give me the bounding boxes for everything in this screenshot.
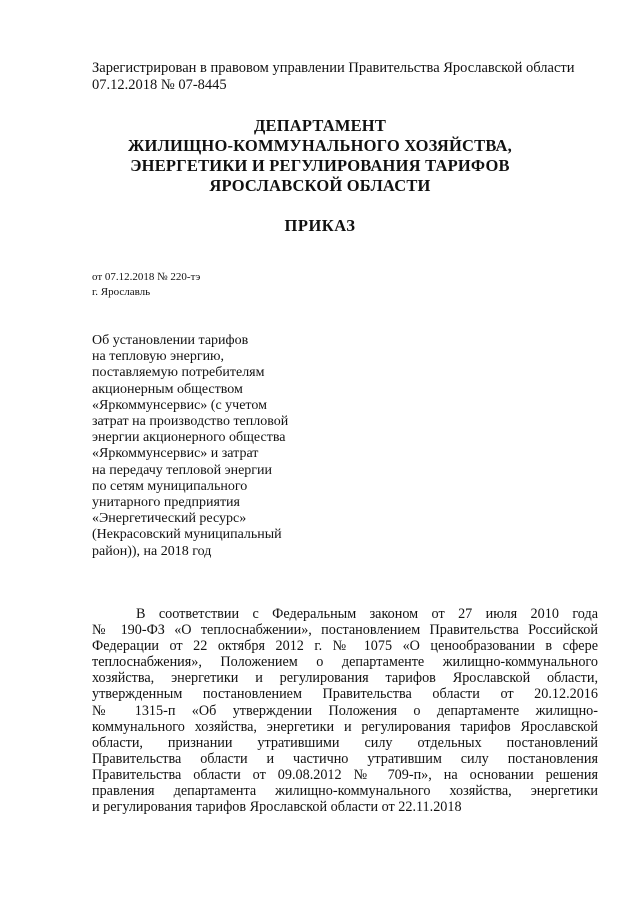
body-line: Правительства области и частично утратившим силу постановления — [92, 750, 598, 767]
body-line: теплоснабжения», Положением о департаменте жилищно-коммунального — [92, 654, 598, 671]
subject-line: (Некрасовский муниципальный — [92, 527, 282, 543]
body-line: области, признании утратившими силу отдельных постановлений — [92, 734, 598, 751]
body-line: правления департамента жилищно-коммунального хозяйства, энергетики — [92, 783, 598, 800]
subject-line: затрат на производство тепловой — [92, 414, 289, 430]
subject-line: поставляемую потребителям — [92, 365, 265, 381]
body-line: № 190-ФЗ «О теплоснабжении», постановлением Правительства Российской — [92, 622, 598, 639]
body-line: В соответствии с Федеральным законом от 27 июля 2010 года — [136, 606, 598, 622]
subject-line: энергии акционерного общества — [92, 430, 286, 446]
subject-line: «Яркоммунсервис» (с учетом — [92, 397, 267, 413]
department-line-2: ЖИЛИЩНО-КОММУНАЛЬНОГО ХОЗЯЙСТВА, — [128, 136, 512, 155]
body-line: № 1315-п «Об утверждении Положения о департаменте жилищно- — [92, 702, 598, 719]
registration-note — [92, 60, 612, 94]
registration-line-1: Зарегистрирован в правовом управлении Правительства Ярославской области — [92, 60, 575, 76]
body-line: Правительства области от 09.08.2012 № 709-п», на основании решения — [92, 766, 598, 783]
order-date-number: от 07.12.2018 № 220-тэ — [92, 271, 201, 283]
subject-line: на тепловую энергию, — [92, 349, 225, 365]
order-title: ПРИКАЗ — [284, 216, 356, 235]
department-line-4: ЯРОСЛАВСКОЙ ОБЛАСТИ — [209, 176, 431, 195]
order-body-paragraph — [92, 606, 598, 815]
order-city: г. Ярославль — [92, 286, 151, 298]
order-subject — [92, 333, 332, 560]
subject-line: район)), на 2018 год — [92, 543, 212, 559]
subject-line: Об установлении тарифов — [92, 333, 249, 348]
subject-line: на передачу тепловой энергии — [92, 462, 273, 478]
subject-line: «Яркоммунсервис» и затрат — [92, 446, 259, 462]
order-meta — [92, 270, 200, 300]
registration-line-2: 07.12.2018 № 07-8445 — [92, 77, 227, 93]
subject-line: унитарного предприятия — [92, 495, 240, 511]
body-line: коммунального хозяйства, энергетики и регулирования тарифов Ярославской — [92, 718, 598, 735]
subject-line: акционерным обществом — [92, 381, 243, 397]
body-line: хозяйства, энергетики и регулирования тарифов Ярославской области, — [92, 670, 598, 687]
body-line: и регулирования тарифов Ярославской области от 22.11.2018 — [92, 799, 462, 816]
department-header — [0, 116, 640, 196]
body-line: Федерации от 22 октября 2012 г. № 1075 «О ценообразовании в сфере — [92, 638, 598, 655]
department-line-1: ДЕПАРТАМЕНТ — [253, 116, 387, 135]
subject-line: по сетям муниципального — [92, 478, 248, 494]
subject-line: «Энергетический ресурс» — [92, 511, 247, 527]
department-line-3: ЭНЕРГЕТИКИ И РЕГУЛИРОВАНИЯ ТАРИФОВ — [130, 156, 510, 175]
body-line: утвержденным постановлением Правительства области от 20.12.2016 — [92, 686, 598, 703]
